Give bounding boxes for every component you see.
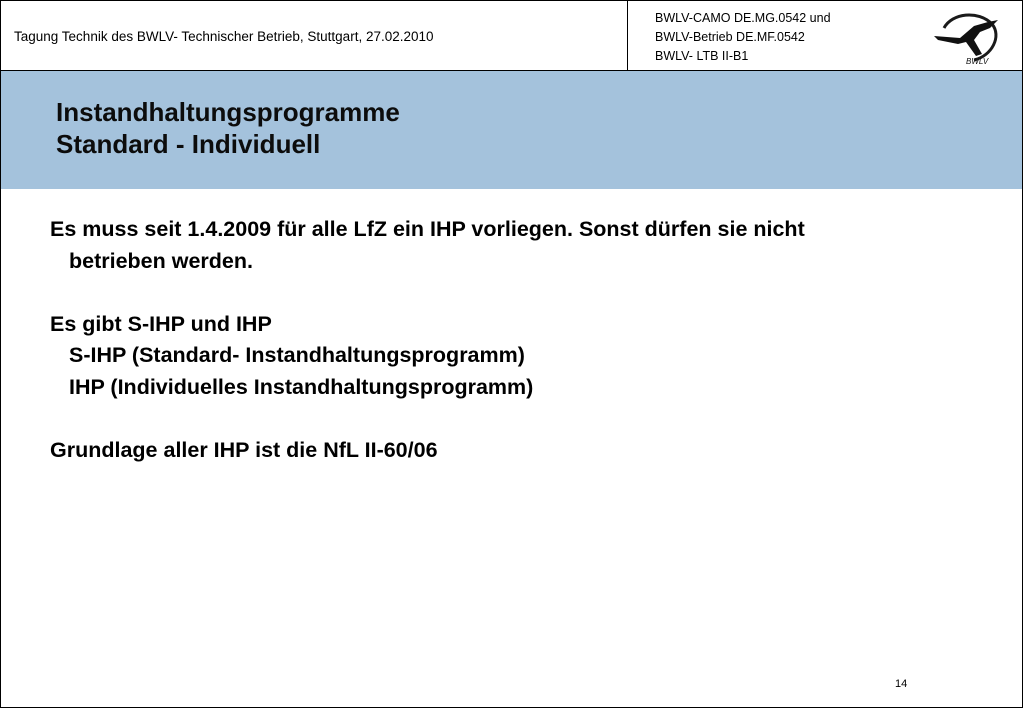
approval-camo: BWLV-CAMO DE.MG.0542 und — [655, 11, 831, 25]
paragraph-spacer — [50, 403, 990, 435]
page-number: 14 — [895, 678, 908, 690]
paragraph-3-line-1: Grundlage aller IHP ist die NfL II-60/06 — [50, 437, 438, 462]
approval-betrieb: BWLV-Betrieb DE.MF.0542 — [655, 30, 805, 44]
paragraph-2-line-3: IHP (Individuelles Instandhaltungsprogramm) — [69, 374, 534, 399]
logo-text: BWLV — [966, 57, 989, 66]
paragraph-2-line-2: S-IHP (Standard- Instandhaltungsprogramm) — [69, 343, 525, 367]
slide-title — [56, 96, 400, 160]
paragraph-2-line-1: Es gibt S-IHP und IHP — [50, 311, 272, 336]
slide-header — [1, 1, 1022, 71]
approval-ltb: BWLV- LTB II-B1 — [655, 49, 749, 63]
title-band — [1, 71, 1022, 189]
paragraph-spacer — [50, 277, 990, 309]
slide-title-line-2: Standard - Individuell — [56, 129, 321, 159]
header-right-cell — [628, 1, 1022, 70]
bwlv-logo — [930, 8, 1004, 66]
slide-content — [50, 214, 990, 466]
paragraph-1-line-2: betrieben werden. — [69, 248, 253, 273]
event-title: Tagung Technik des BWLV- Technischer Betrieb, Stuttgart, 27.02.2010 — [14, 28, 434, 44]
header-left-cell — [1, 1, 628, 70]
approval-list — [655, 9, 831, 66]
slide-title-line-1: Instandhaltungsprogramme — [56, 97, 400, 127]
paragraph-1-line-1: Es muss seit 1.4.2009 für alle LfZ ein IHP vorliegen. Sonst dürfen sie nicht — [50, 217, 805, 241]
